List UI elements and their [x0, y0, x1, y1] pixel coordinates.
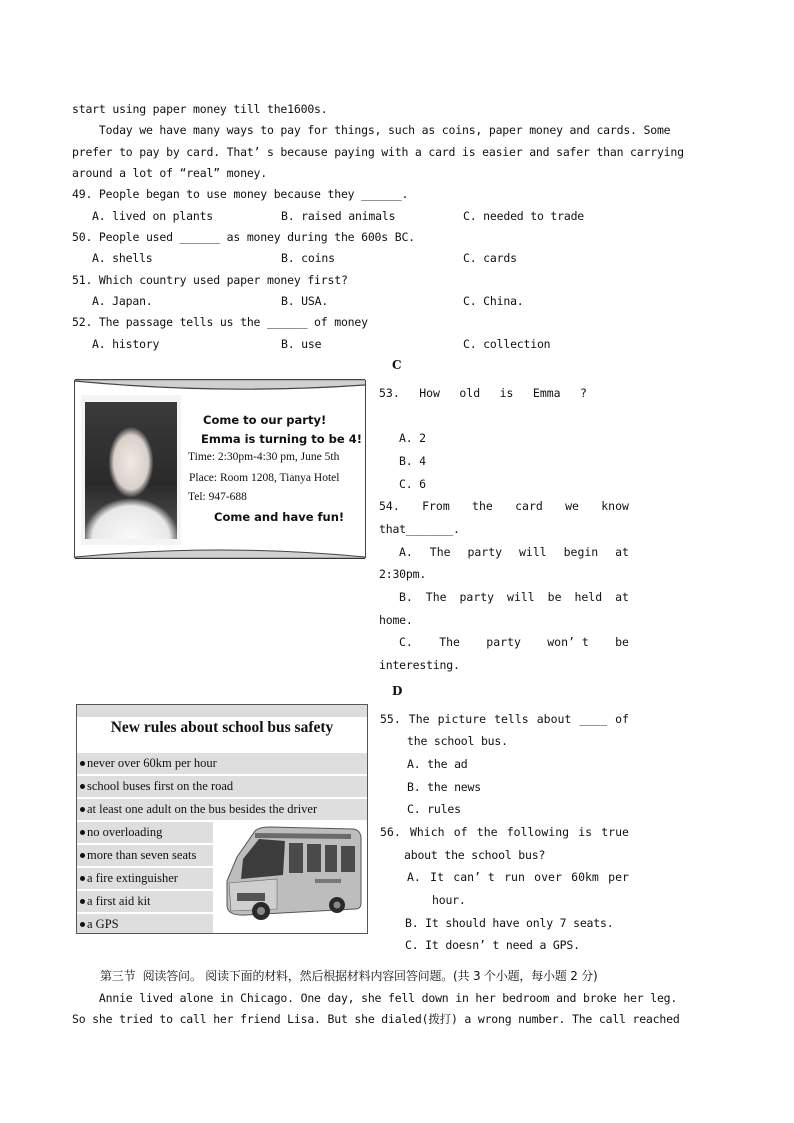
- section-letter-c: C: [392, 358, 402, 372]
- word: can’ t: [453, 870, 495, 884]
- word: run: [504, 870, 525, 884]
- option-c[interactable]: C. 6: [399, 477, 426, 491]
- question-stem: 51. Which country used paper money first?: [72, 273, 348, 287]
- word: tells: [494, 712, 529, 726]
- card-birthday-line: Emma is turning to be 4!: [201, 432, 362, 446]
- bullet-icon: [80, 899, 85, 904]
- word: begin: [563, 545, 599, 559]
- option-a-cont[interactable]: 2:30pm.: [379, 567, 427, 581]
- word: is: [499, 386, 514, 400]
- word: Emma: [532, 386, 561, 400]
- rule-item: a fire extinguisher: [77, 868, 213, 889]
- option-b-cont[interactable]: home.: [379, 613, 413, 627]
- word: The: [429, 545, 451, 559]
- word: be: [615, 635, 629, 649]
- passage-line: So she tried to call her friend Lisa. But she dialed(拨打) a wrong number. The call reached: [72, 1012, 680, 1026]
- word: following: [506, 825, 570, 839]
- word: true: [601, 825, 629, 839]
- option-b[interactable]: [399, 590, 629, 604]
- word: From: [422, 499, 450, 513]
- word: old: [459, 386, 481, 400]
- bullet-icon: [80, 876, 85, 881]
- word: party: [486, 635, 521, 649]
- card-place: Place: Room 1208, Tianya Hotel: [189, 472, 340, 484]
- poster-title: New rules about school bus safety: [110, 719, 334, 736]
- word: The: [408, 712, 430, 726]
- word: A.: [407, 870, 421, 884]
- option-c[interactable]: C. needed to trade: [463, 209, 585, 223]
- card-closing: Come and have fun!: [214, 510, 345, 524]
- option-b[interactable]: B. coins: [281, 251, 335, 265]
- word: The: [425, 590, 447, 604]
- option-c[interactable]: C. rules: [407, 802, 461, 816]
- bullet-icon: [80, 922, 85, 927]
- option-c[interactable]: C. collection: [463, 337, 551, 351]
- word: held: [574, 590, 603, 604]
- passage-line: Annie lived alone in Chicago. One day, she fell down in her bedroom and broke her leg.: [72, 991, 678, 1005]
- passage-line: around a lot of “real” money.: [72, 166, 267, 180]
- question-stem: [379, 386, 587, 400]
- option-c[interactable]: C. cards: [463, 251, 517, 265]
- word: 53.: [379, 386, 400, 400]
- word: picture: [437, 712, 487, 726]
- word: A.: [399, 545, 413, 559]
- school-bus-photo: [215, 817, 365, 929]
- option-b[interactable]: B. 4: [399, 454, 426, 468]
- rule-item: school buses first on the road: [77, 776, 367, 797]
- word: won’ t: [547, 635, 589, 649]
- option-b[interactable]: B. use: [281, 337, 322, 351]
- section-heading: 第三节 阅读答问。 阅读下面的材料，然后根据材料内容回答问题。(共 3 个小题，每小题 2 分): [100, 969, 598, 983]
- word: 54.: [379, 499, 400, 513]
- question-stem-cont: that_______.: [379, 522, 460, 536]
- word: about: [536, 712, 572, 726]
- bullet-icon: [80, 830, 85, 835]
- passage-line: Today we have many ways to pay for things, such as coins, paper money and cards. Some: [72, 123, 671, 137]
- word: C.: [399, 635, 413, 649]
- school-bus-rules-poster: [76, 704, 368, 934]
- word: over: [534, 870, 562, 884]
- word: of: [615, 712, 629, 726]
- bullet-icon: [80, 853, 85, 858]
- word: at: [615, 590, 629, 604]
- option-b[interactable]: B. raised animals: [281, 209, 396, 223]
- question-stem: 52. The passage tells us the ______ of money: [72, 315, 368, 329]
- section-letter-d: D: [392, 684, 403, 698]
- option-c[interactable]: C. It doesn’ t need a GPS.: [405, 938, 580, 952]
- question-stem: [380, 712, 629, 726]
- word: B.: [399, 590, 413, 604]
- word: is: [578, 825, 593, 839]
- question-stem: 50. People used ______ as money during the 600s BC.: [72, 230, 415, 244]
- option-a[interactable]: A. 2: [399, 431, 426, 445]
- word: be: [547, 590, 562, 604]
- word: ____: [579, 712, 608, 726]
- word: How: [419, 386, 440, 400]
- bullet-icon: [80, 761, 85, 766]
- option-a[interactable]: A. history: [92, 337, 160, 351]
- question-stem: [380, 825, 629, 839]
- poster-top-band: [77, 705, 367, 717]
- option-b[interactable]: B. It should have only 7 seats.: [405, 916, 614, 930]
- card-time: Time: 2:30pm-4:30 pm, June 5th: [188, 451, 340, 463]
- option-b[interactable]: B. USA.: [281, 294, 329, 308]
- word: will: [507, 590, 535, 604]
- girl-portrait-photo: [81, 395, 181, 545]
- option-a-cont[interactable]: hour.: [432, 893, 466, 907]
- word: at: [615, 545, 629, 559]
- word: ?: [580, 386, 587, 400]
- question-stem: [379, 499, 629, 513]
- word: per: [608, 870, 629, 884]
- word: It: [430, 870, 444, 884]
- word: the: [472, 499, 493, 513]
- option-c[interactable]: C. China.: [463, 294, 524, 308]
- word: we: [565, 499, 579, 513]
- option-a[interactable]: A. shells: [92, 251, 153, 265]
- passage-line: prefer to pay by card. That’ s because paying with a card is easier and safer than carrying: [72, 145, 684, 159]
- word: will: [518, 545, 547, 559]
- rule-item: more than seven seats: [77, 845, 213, 866]
- word: 56.: [380, 825, 401, 839]
- passage-line: start using paper money till the1600s.: [72, 102, 328, 116]
- word: 60km: [571, 870, 599, 884]
- option-a[interactable]: A. Japan.: [92, 294, 153, 308]
- question-stem-cont: the school bus.: [407, 734, 508, 748]
- card-invite-line: Come to our party!: [203, 413, 327, 427]
- card-tel: Tel: 947-688: [188, 491, 247, 503]
- option-a[interactable]: A. lived on plants: [92, 209, 214, 223]
- option-b[interactable]: B. the news: [407, 780, 481, 794]
- option-a[interactable]: [399, 545, 629, 559]
- word: the: [476, 825, 498, 839]
- question-stem-cont: about the school bus?: [404, 848, 546, 862]
- bullet-icon: [80, 784, 85, 789]
- word: The: [439, 635, 460, 649]
- rule-item: a first aid kit: [77, 891, 213, 912]
- word: card: [515, 499, 543, 513]
- rule-item: a GPS: [77, 914, 213, 934]
- word: party: [459, 590, 495, 604]
- option-a[interactable]: A. the ad: [407, 757, 468, 771]
- question-stem: 49. People began to use money because they ______.: [72, 187, 409, 201]
- word: party: [467, 545, 503, 559]
- word: Which: [409, 825, 445, 839]
- word: of: [453, 825, 468, 839]
- bullet-icon: [80, 807, 85, 812]
- word: 55.: [380, 712, 401, 726]
- party-invitation-card: [74, 380, 366, 558]
- option-c-cont[interactable]: interesting.: [379, 658, 460, 672]
- option-a[interactable]: [407, 870, 629, 884]
- rule-item: never over 60km per hour: [77, 753, 367, 774]
- card-bottom-edge: [75, 545, 365, 559]
- option-c[interactable]: [399, 635, 629, 649]
- rule-item: no overloading: [77, 822, 213, 843]
- rule-item: at least one adult on the bus besides the driver: [77, 799, 367, 820]
- card-top-edge: [75, 379, 365, 393]
- word: know: [601, 499, 629, 513]
